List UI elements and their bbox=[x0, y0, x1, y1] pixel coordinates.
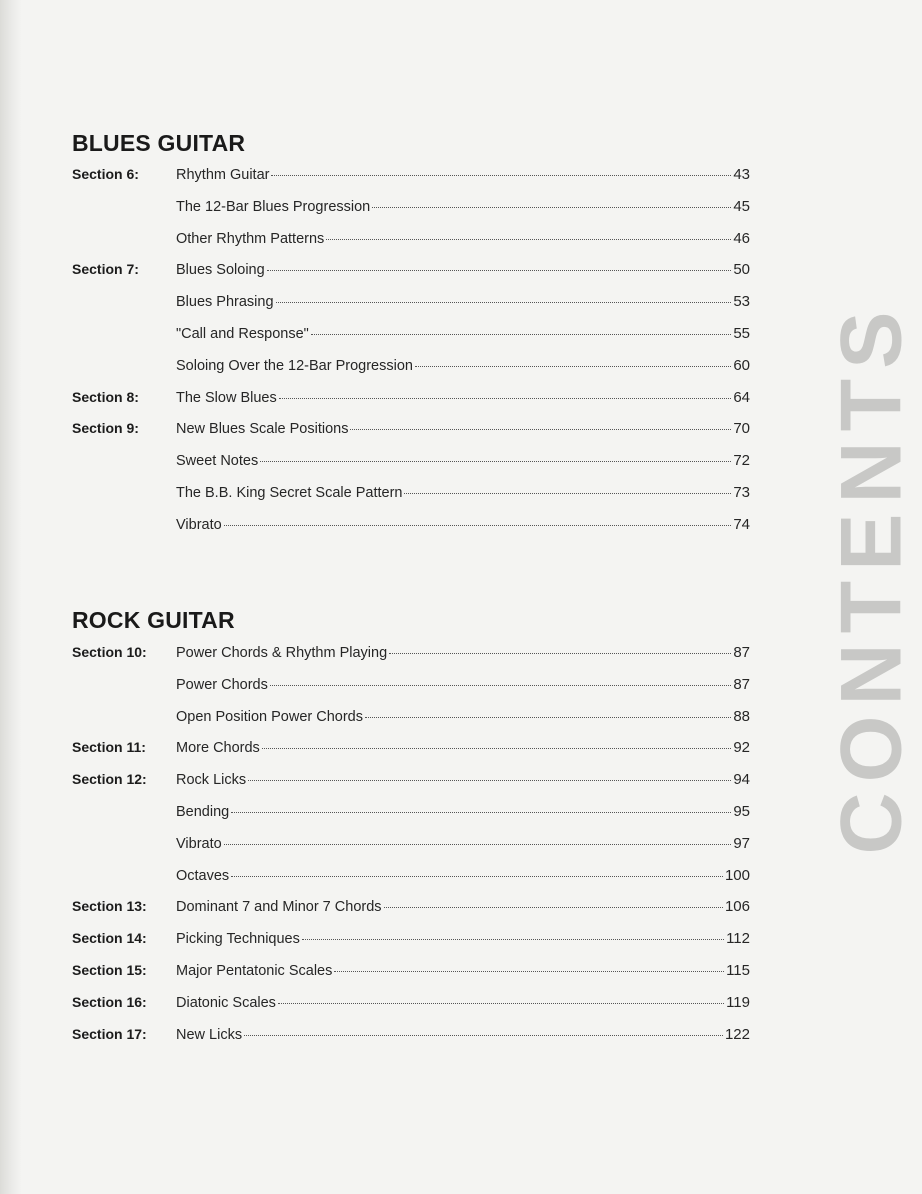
page-number: 74 bbox=[733, 515, 750, 533]
page-number: 119 bbox=[726, 993, 750, 1011]
page-number: 92 bbox=[733, 739, 750, 757]
contents-sidebar-title: CONTENTS bbox=[823, 301, 920, 855]
section-label: Section 13: bbox=[72, 898, 147, 915]
section-label: Section 16: bbox=[72, 993, 147, 1010]
section-label: Section 9: bbox=[72, 420, 139, 437]
toc-topic bbox=[176, 835, 750, 852]
dot-leader bbox=[224, 525, 732, 526]
page-number: 50 bbox=[733, 261, 750, 279]
section-label: Section 12: bbox=[72, 771, 147, 788]
toc-topic bbox=[176, 230, 750, 247]
dot-leader bbox=[262, 748, 732, 749]
section-label: Section 7: bbox=[72, 261, 139, 278]
entry-title: Rhythm Guitar bbox=[176, 167, 270, 183]
dot-leader bbox=[311, 334, 731, 335]
page-number: 112 bbox=[726, 930, 750, 948]
page-number: 87 bbox=[733, 675, 750, 693]
toc-entry[interactable] bbox=[72, 930, 750, 962]
entry-title: New Licks bbox=[176, 1026, 243, 1043]
toc-topic bbox=[176, 325, 750, 342]
entry-title: Power Chords bbox=[176, 676, 268, 693]
dot-leader bbox=[278, 1003, 724, 1004]
toc-entry[interactable] bbox=[72, 357, 750, 389]
toc-entry[interactable] bbox=[72, 166, 750, 198]
page-number: 60 bbox=[733, 356, 750, 374]
rock-toc-list bbox=[72, 644, 750, 1057]
toc-entry[interactable] bbox=[72, 516, 750, 548]
toc-entry[interactable] bbox=[72, 867, 750, 899]
entry-title: Vibrato bbox=[176, 516, 222, 533]
page-number: 45 bbox=[733, 197, 750, 215]
page-number: 106 bbox=[724, 898, 750, 916]
dot-leader bbox=[267, 270, 732, 271]
entry-title: Diatonic Scales bbox=[176, 994, 276, 1011]
section-label: Section 10: bbox=[72, 644, 147, 660]
page-number: 87 bbox=[733, 644, 750, 661]
page-number: 115 bbox=[726, 961, 750, 979]
toc-topic bbox=[176, 898, 750, 915]
page-number: 88 bbox=[733, 707, 750, 725]
dot-leader bbox=[244, 1035, 723, 1036]
entry-title: New Blues Scale Positions bbox=[176, 421, 349, 438]
dot-leader bbox=[302, 939, 724, 940]
toc-topic bbox=[176, 293, 750, 310]
dot-leader bbox=[276, 302, 732, 303]
page-number: 53 bbox=[733, 293, 750, 311]
page-number: 64 bbox=[733, 388, 750, 406]
page-number: 72 bbox=[733, 452, 750, 470]
toc-topic bbox=[176, 771, 750, 788]
dot-leader bbox=[231, 876, 723, 877]
toc-topic bbox=[176, 803, 750, 820]
page-number: 100 bbox=[724, 866, 750, 884]
page-number: 122 bbox=[724, 1025, 750, 1043]
entry-title: Other Rhythm Patterns bbox=[176, 230, 325, 247]
section-label: Section 8: bbox=[72, 388, 139, 405]
toc-entry[interactable] bbox=[72, 452, 750, 484]
dot-leader bbox=[365, 717, 731, 718]
dot-leader bbox=[334, 971, 724, 972]
page-number: 73 bbox=[733, 483, 750, 501]
dot-leader bbox=[248, 780, 731, 781]
toc-entry[interactable] bbox=[72, 803, 750, 835]
entry-title: Power Chords & Rhythm Playing bbox=[176, 645, 388, 661]
entry-title: Sweet Notes bbox=[176, 453, 259, 470]
page-number: 70 bbox=[733, 420, 750, 438]
page-number: 95 bbox=[733, 802, 750, 820]
entry-title: The B.B. King Secret Scale Pattern bbox=[176, 484, 403, 501]
toc-topic bbox=[176, 420, 750, 437]
toc-topic bbox=[176, 1026, 750, 1043]
dot-leader bbox=[415, 366, 731, 367]
toc-topic bbox=[176, 389, 750, 406]
dot-leader bbox=[404, 493, 731, 494]
dot-leader bbox=[372, 207, 731, 208]
toc-topic bbox=[176, 708, 750, 725]
dot-leader bbox=[271, 175, 731, 176]
toc-entry[interactable] bbox=[72, 293, 750, 325]
toc-topic bbox=[176, 198, 750, 215]
section-label: Section 6: bbox=[72, 166, 139, 182]
entry-title: Blues Soloing bbox=[176, 262, 265, 279]
entry-title: Octaves bbox=[176, 867, 230, 884]
toc-entry[interactable] bbox=[72, 835, 750, 867]
entry-title: Picking Techniques bbox=[176, 931, 300, 948]
toc-entry[interactable] bbox=[72, 898, 750, 930]
toc-entry[interactable] bbox=[72, 1026, 750, 1058]
page-number: 46 bbox=[733, 229, 750, 247]
dot-leader bbox=[389, 653, 731, 654]
toc-topic bbox=[176, 261, 750, 278]
entry-title: Blues Phrasing bbox=[176, 294, 274, 311]
section-label: Section 11: bbox=[72, 739, 146, 756]
toc-topic bbox=[176, 962, 750, 979]
entry-title: Bending bbox=[176, 803, 230, 820]
toc-entry[interactable] bbox=[72, 739, 750, 771]
toc-topic bbox=[176, 357, 750, 374]
entry-title: The 12-Bar Blues Progression bbox=[176, 198, 371, 215]
toc-topic bbox=[176, 739, 750, 756]
page-number: 55 bbox=[733, 324, 750, 342]
dot-leader bbox=[231, 812, 731, 813]
toc-entry[interactable] bbox=[72, 484, 750, 516]
toc-entry[interactable] bbox=[72, 962, 750, 994]
entry-title: Vibrato bbox=[176, 835, 222, 852]
toc-entry[interactable] bbox=[72, 676, 750, 708]
entry-title: "Call and Response" bbox=[176, 325, 309, 342]
toc-entry[interactable] bbox=[72, 644, 750, 676]
toc-entry[interactable] bbox=[72, 230, 750, 262]
toc-topic bbox=[176, 452, 750, 469]
toc-topic bbox=[176, 867, 750, 884]
section-label: Section 15: bbox=[72, 961, 147, 978]
dot-leader bbox=[260, 461, 731, 462]
toc-entry[interactable] bbox=[72, 708, 750, 740]
entry-title: Open Position Power Chords bbox=[176, 708, 363, 725]
dot-leader bbox=[270, 685, 731, 686]
toc-entry[interactable] bbox=[72, 771, 750, 803]
section-label: Section 14: bbox=[72, 930, 147, 947]
dot-leader bbox=[224, 844, 732, 845]
blues-toc-list bbox=[72, 166, 750, 548]
toc-topic bbox=[176, 676, 750, 693]
section-label: Section 17: bbox=[72, 1025, 147, 1042]
entry-title: Soloing Over the 12-Bar Progression bbox=[176, 357, 413, 374]
toc-entry[interactable] bbox=[72, 198, 750, 230]
toc-entry[interactable] bbox=[72, 994, 750, 1026]
page-number: 94 bbox=[733, 771, 750, 789]
toc-entry[interactable] bbox=[72, 325, 750, 357]
toc-topic bbox=[176, 484, 750, 501]
toc-entry[interactable] bbox=[72, 420, 750, 452]
dot-leader bbox=[326, 239, 731, 240]
dot-leader bbox=[350, 429, 731, 430]
entry-title: Dominant 7 and Minor 7 Chords bbox=[176, 899, 382, 916]
toc-entry[interactable] bbox=[72, 389, 750, 421]
page-number: 97 bbox=[733, 834, 750, 852]
toc-topic bbox=[176, 644, 750, 661]
page-edge-shadow bbox=[0, 0, 22, 1194]
blues-guitar-heading: BLUES GUITAR bbox=[72, 130, 246, 156]
entry-title: Rock Licks bbox=[176, 772, 247, 789]
entry-title: The Slow Blues bbox=[176, 389, 277, 406]
dot-leader bbox=[384, 907, 723, 908]
entry-title: More Chords bbox=[176, 740, 260, 757]
page-number: 43 bbox=[733, 166, 750, 183]
toc-entry[interactable] bbox=[72, 261, 750, 293]
toc-topic bbox=[176, 516, 750, 533]
entry-title: Major Pentatonic Scales bbox=[176, 962, 333, 979]
toc-topic bbox=[176, 930, 750, 947]
toc-topic bbox=[176, 166, 750, 183]
rock-guitar-heading: ROCK GUITAR bbox=[72, 607, 235, 633]
dot-leader bbox=[279, 398, 732, 399]
toc-topic bbox=[176, 994, 750, 1011]
